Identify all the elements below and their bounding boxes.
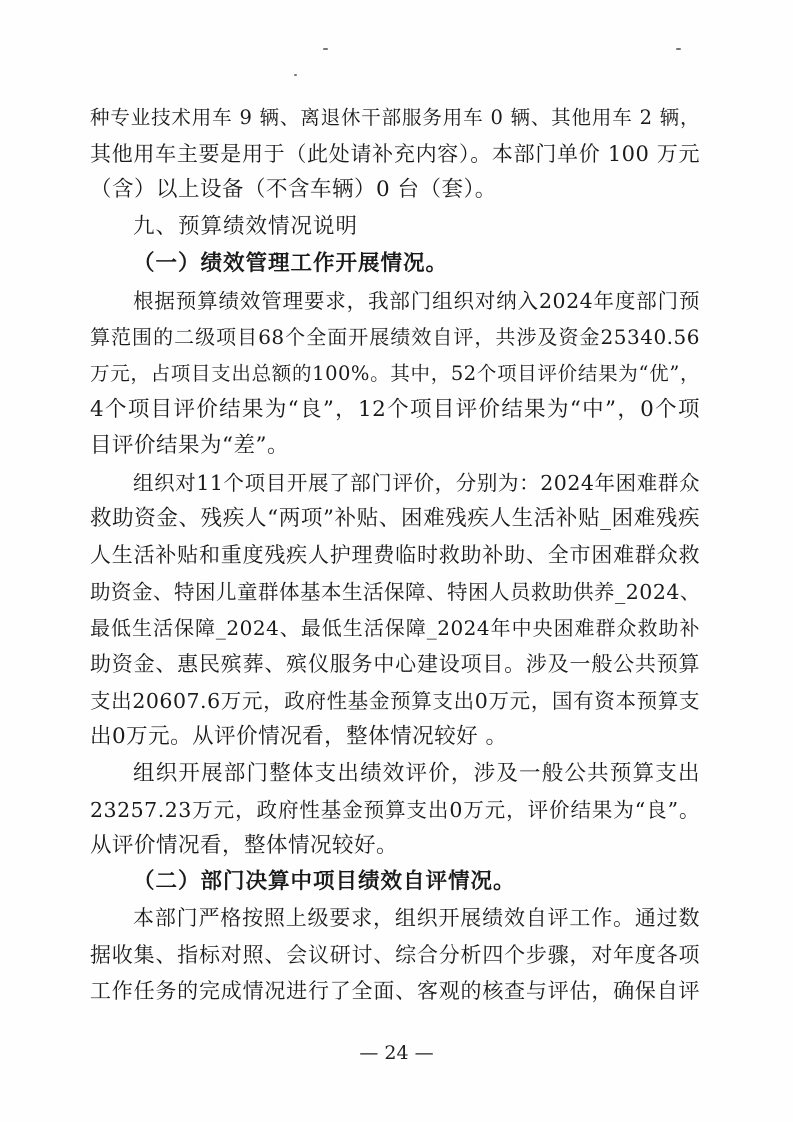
body-line: 组织开展部门整体支出绩效评价，涉及一般公共预算支出 <box>133 761 700 786</box>
body-line: 助资金、惠民殡葬、殡仪服务中心建设项目。涉及一般公共预算 <box>90 652 700 676</box>
body-line: 根据预算绩效管理要求，我部门组织对纳入2024年度部门预 <box>133 289 700 313</box>
body-line: 组织对11个项目开展了部门评价，分别为：2024年困难群众 <box>133 471 700 495</box>
scan-speck <box>294 74 297 76</box>
body-line: 万元，占项目支出总额的100%。其中，52个项目评价结果为“优”， <box>90 362 700 385</box>
body-line: 23257.23万元，政府性基金预算支出0万元，评价结果为“良”。 <box>90 798 700 822</box>
body-line: 种专业技术用车 9 辆、离退休干部服务用车 0 辆、其他用车 2 辆， <box>90 106 700 129</box>
scan-speck <box>323 48 328 50</box>
section-heading: 九、预算绩效情况说明 <box>133 214 359 239</box>
body-line: 4个项目评价结果为“良”，12个项目评价结果为“中”，0个项 <box>90 397 700 422</box>
scan-speck <box>676 48 681 50</box>
subsection-heading: （一）绩效管理工作开展情况。 <box>133 251 449 276</box>
body-line: 从评价情况看，整体情况较好。 <box>90 833 399 858</box>
body-line: 助资金、特困儿童群体基本生活保障、特困人员救助供养_2024、 <box>90 580 701 604</box>
body-line: 据收集、指标对照、会议研讨、综合分析四个步骤，对年度各项 <box>90 943 700 967</box>
subsection-heading: （二）部门决算中项目绩效自评情况。 <box>133 869 516 894</box>
body-line: 目评价结果为“差”。 <box>90 433 289 458</box>
body-line: 人生活补贴和重度残疾人护理费临时救助补助、全市困难群众救 <box>90 543 700 567</box>
body-line: 工作任务的完成情况进行了全面、客观的核查与评估，确保自评 <box>90 979 700 1003</box>
body-line: 支出20607.6万元，政府性基金预算支出0万元，国有资本预算支 <box>90 689 700 713</box>
body-line: 救助资金、残疾人“两项”补贴、困难残疾人生活补贴_困难残疾 <box>90 506 700 531</box>
body-line: 最低生活保障_2024、最低生活保障_2024年中央困难群众救助补 <box>90 616 700 640</box>
body-line: 其他用车主要是用于（此处请补充内容）。本部门单价 100 万元 <box>90 142 700 166</box>
page-number: — 24 — <box>359 1042 434 1064</box>
body-line: 出0万元。从评价情况看，整体情况较好 。 <box>90 724 508 749</box>
body-line: 本部门严格按照上级要求，组织开展绩效自评工作。通过数 <box>133 906 700 930</box>
body-line: 算范围的二级项目68个全面开展绩效自评，共涉及资金25340.56 <box>90 325 700 349</box>
body-line: （含）以上设备（不含车辆）0 台（套）。 <box>90 177 497 202</box>
